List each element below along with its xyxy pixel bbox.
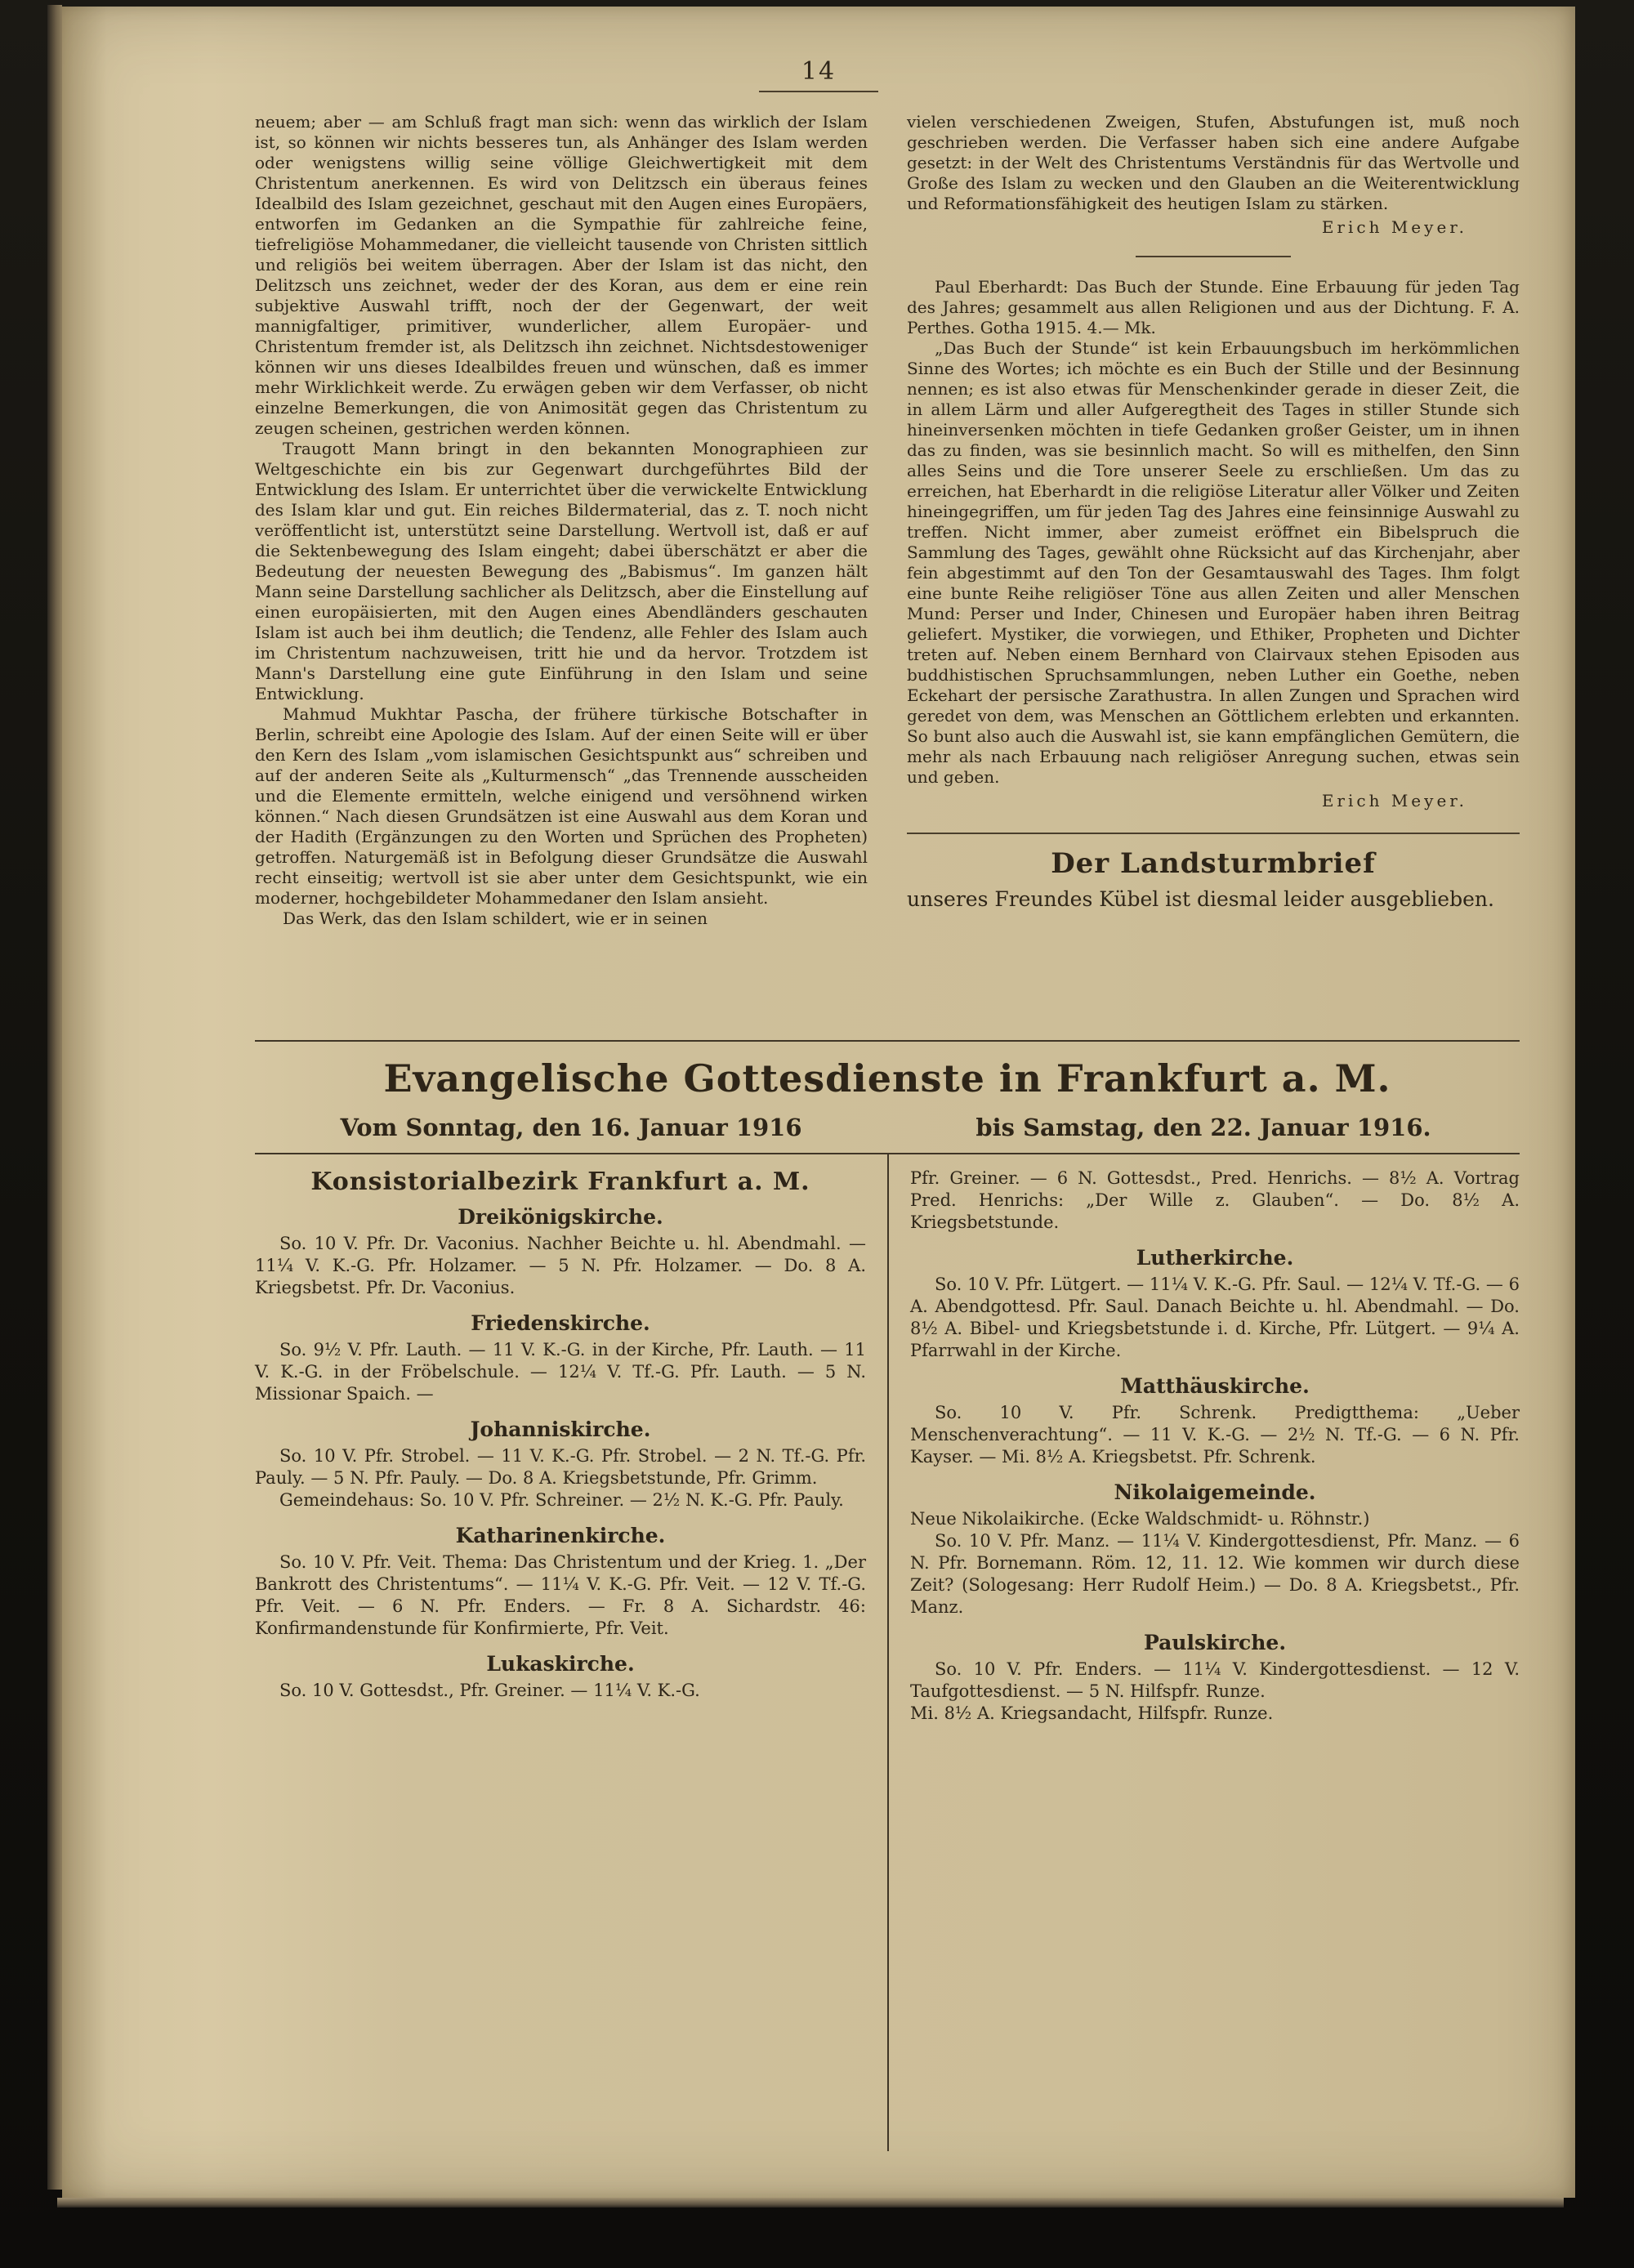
- reviewer-signature: Erich Meyer.: [1321, 791, 1467, 810]
- church-entry: [255, 1206, 866, 1299]
- church-entry: [910, 1632, 1520, 1725]
- service-times: Gemeindehaus: So. 10 V. Pfr. Schreiner. — 2½ N. K.-G. Pfr. Pauly.: [279, 1490, 844, 1510]
- service-times: So. 10 V. Pfr. Manz. — 11¼ V. Kindergottesdienst, Pfr. Manz. — 6 N. Pfr. Bornemann. Röm. 12, 11. 12. Wie kommen wir durch diese Zeit? (Sologesang: Herr Rudolf Heim.) — Do. 8 A. Kriegsbetst., Pfr. Manz.: [910, 1531, 1520, 1617]
- page-content: [255, 112, 1520, 2151]
- date-from: Vom Sonntag, den 16. Januar 1916: [340, 1114, 802, 1141]
- church-entry: [910, 1247, 1520, 1362]
- review-paragraph: Traugott Mann bringt in den bekannten Monographieen zur Weltgeschichte ein bis zur Gegenwart durchgeführtes Bild der Entwicklung des Islam. Er unterrichtet über die verwickelte Entwicklung des Islam klar und gut. Ein reiches Bildermaterial, das z. T. noch nicht veröffentlicht ist, unterstützt seine Darstellung. Wertvoll ist, daß er auf die Sektenbewegung des Islam eingeht; dabei überschätzt er aber die Bedeutung der neuesten Bewegung des „Babismus“. Im ganzen hält Mann seine Darstellung sachlicher als Delitzsch, aber die Einstellung auf einen europäisierten, mit den Augen eines Abendländers geschauten Islam ist auch bei ihm deutlich; die Tendenz, alle Fehler des Islam auch im Christentum nachzuweisen, tritt hie und da hervor. Trotzdem ist Mann's Darstellung eine gute Einführung in den Islam und seine Entwicklung.: [255, 439, 868, 703]
- divider: [907, 833, 1520, 834]
- church-entry: [255, 1312, 866, 1405]
- church-name: Katharinenkirche.: [455, 1524, 666, 1547]
- book-reference: Paul Eberhardt: Das Buch der Stunde. Eine Erbauung für jeden Tag des Jahres; gesammelt aus allen Religionen und aus der Dichtung. F. A. Perthes. Gotha 1915. 4.— Mk.: [907, 277, 1520, 337]
- service-times: So. 10 V. Gottesdst., Pfr. Greiner. — 11¼ V. K.-G.: [279, 1681, 700, 1700]
- service-times: So. 10 V. Pfr. Lütgert. — 11¼ V. K.-G. Pfr. Saul. — 12¼ V. Tf.-G. — 6 A. Abendgottesd. Pfr. Saul. Danach Beichte u. hl. Abendmahl. — Do. 8½ A. Bibel- und Kriegsbetstunde i. d. Kirche, Pfr. Lütgert. — 9¼ A. Pfarrwahl in der Kirche.: [910, 1275, 1520, 1360]
- church-name: Friedenskirche.: [471, 1311, 650, 1335]
- church-entry: [910, 1481, 1520, 1618]
- services-column-left: [255, 1154, 887, 2151]
- church-name: Nikolaigemeinde.: [1114, 1480, 1316, 1504]
- services-title: Evangelische Gottesdienste in Frankfurt a. M.: [383, 1056, 1391, 1101]
- service-times: So. 9½ V. Pfr. Lauth. — 11 V. K.-G. in der Kirche, Pfr. Lauth. — 11 V. K.-G. in der Fröbelschule. — 12¼ V. Tf.-G. Pfr. Lauth. — 5 N. Missionar Spaich. —: [255, 1340, 866, 1404]
- service-times: Mi. 8½ A. Kriegsandacht, Hilfspfr. Runze.: [910, 1703, 1274, 1723]
- review-paragraph: „Das Buch der Stunde“ ist kein Erbauungsbuch im herkömmlichen Sinne des Wortes; ich möchte es ein Buch der Stille und der Besinnung nennen; es ist also etwas für Menschenkinder gerade in dieser Zeit, die in allem Lärm und aller Aufgeregtheit des Tages in stiller Stunde sich hineinversenken möchten in tiefe Gedanken großer Geister, um in ihnen das zu finden, was sie besinnlich macht. So will es mithelfen, den Sinn alles Seins und die Tore unserer Seele zu erschließen. Um das zu erreichen, hat Eberhardt in die religiöse Literatur aller Völker und Zeiten hineingegriffen, um für jeden Tag des Jahres eine feinsinnige Auswahl zu treffen. Nicht immer, aber zumeist eröffnet ein Bibelspruch die Sammlung des Tages, gewählt ohne Rücksicht auf das Kirchenjahr, aber fein abgestimmt auf den Ton der Gesamtauswahl des Tages. Ihm folgt eine bunte Reihe religiöser Töne aus allen Zeiten und aller Menschen Mund: Perser und Inder, Chinesen und Europäer haben ihren Beitrag geliefert. Mystiker, die vorwiegen, und Ethiker, Propheten und Dichter treten auf. Neben einem Bernhard von Clairvaux stehen Episoden aus buddhistischen Spruchsammlungen, neben Luther ein Goethe, neben Eckehart der persische Zarathustra. In allen Zungen und Sprachen wird geredet von dem, was Menschen an Göttlichem erlebten und erkannten. So bunt also auch die Auswahl ist, sie kann empfänglichen Gemütern, die mehr als nach Erbauung nach religiöser Anregung suchen, etwas sein und geben.: [907, 338, 1520, 787]
- review-column-right: [907, 112, 1520, 1040]
- divider: [255, 1040, 1520, 1042]
- service-times: So. 10 V. Pfr. Strobel. — 11 V. K.-G. Pfr. Strobel. — 2 N. Tf.-G. Pfr. Pauly. — 5 N. Pfr. Pauly. — Do. 8 A. Kriegsbetstunde, Pfr. Grimm.: [255, 1446, 866, 1488]
- review-paragraph: Mahmud Mukhtar Pascha, der frühere türkische Botschafter in Berlin, schreibt eine Apologie des Islam. Auf der einen Seite will er über den Kern des Islam „vom islamischen Gesichtspunkt aus“ schreiben und auf der anderen Seite als „Kulturmensch“ „das Trennende ausscheiden und die Elemente ermitteln, welche einigend und versöhnend wirken können.“ Nach diesen Grundsätzen ist eine Auswahl aus dem Koran und der Hadith (Ergänzungen zu den Worten und Sprüchen des Propheten) getroffen. Naturgemäß ist in Befolgung dieser Grundsätze die Auswahl recht einseitig; wertvoll ist sie aber unter dem Gesichtspunkt, wie ein moderner, hochgebildeter Mohammedaner den Islam ansieht.: [255, 704, 868, 908]
- church-name: Lutherkirche.: [1136, 1246, 1294, 1270]
- service-times: So. 10 V. Pfr. Enders. — 11¼ V. Kindergottesdienst. — 12 V. Taufgottesdienst. — 5 N. Hilfspfr. Runze.: [910, 1659, 1520, 1701]
- services-section: [255, 1040, 1520, 2151]
- church-entry: [255, 1653, 866, 1702]
- divider: [1136, 256, 1291, 257]
- church-name: Johanniskirche.: [470, 1418, 651, 1441]
- review-column-left: [255, 112, 868, 1040]
- church-name: Paulskirche.: [1143, 1631, 1287, 1654]
- landsturm-body: unseres Freundes Kübel ist diesmal leider ausgeblieben.: [907, 887, 1494, 911]
- church-entry: [255, 1418, 866, 1511]
- page-header: [62, 7, 1575, 92]
- review-paragraph: Das Werk, das den Islam schildert, wie er in seinen: [283, 909, 708, 928]
- church-name: Lukaskirche.: [486, 1652, 635, 1676]
- review-paragraph: vielen verschiedenen Zweigen, Stufen, Abstufungen ist, muß noch geschrieben werden. Die Verfasser haben sich eine andere Aufgabe gesetzt: in der Welt des Christentums Verständnis für das Wertvolle und Große des Islam zu wecken und den Glauben an die Weiterentwicklung und Reformationsfähigkeit des heutigen Islam zu stärken.: [907, 112, 1520, 213]
- landsturm-notice: [907, 847, 1520, 913]
- services-columns: [255, 1154, 1520, 2151]
- page-number: 14: [759, 57, 878, 92]
- church-name: Matthäuskirche.: [1120, 1374, 1310, 1398]
- service-times: So. 10 V. Pfr. Veit. Thema: Das Christentum und der Krieg. 1. „Der Bankrott des Christentums“. — 11¼ V. K.-G. Pfr. Veit. — 12 V. Tf.-G. Pfr. Veit. — 6 N. Pfr. Enders. — Fr. 8 A. Sichardstr. 46: Konfirmandenstunde für Konfirmierte, Pfr. Veit.: [255, 1552, 866, 1638]
- services-column-right: [887, 1154, 1520, 2151]
- paper-page: [62, 7, 1575, 2198]
- church-entry: [910, 1375, 1520, 1468]
- review-paragraph: neuem; aber — am Schluß fragt man sich: wenn das wirklich der Islam ist, so können wir nichts besseres tun, als Anhänger des Islam werden oder wenigstens willig seine völlige Gleichwertigkeit mit dem Christentum anerkennen. Es wird von Delitzsch ein überaus feines Idealbild des Islam gezeichnet, geschaut mit den Augen eines Europäers, entworfen im Gedanken an die Sympathie für zahlreiche feine, tiefreligiöse Mohammedaner, die vielleicht tausende von Christen sittlich und religiös bei weitem überragen. Aber der Islam ist das nicht, den Delitzsch uns zeichnet, weder der des Koran, aus dem er eine rein subjektive Auswahl trifft, noch der der Gegenwart, der weit mannigfaltiger, primitiver, wunderlicher, allem Europäer- und Christentum fremder ist, als Delitzsch ihn zeichnet. Nichtsdestoweniger können wir uns dieses Idealbildes freuen und wünschen, daß es immer mehr Wirklichkeit werde. Zu erwägen geben wir dem Verfasser, ob nicht einzelne Bemerkungen, die von Animosität gegen das Christentum zu zeugen scheinen, gestrichen werden können.: [255, 112, 868, 438]
- church-name: Dreikönigskirche.: [458, 1205, 663, 1229]
- services-date-range: [255, 1114, 1520, 1141]
- landsturm-title: Der Landsturmbrief: [1051, 847, 1376, 880]
- church-address: Neue Nikolaikirche. (Ecke Waldschmidt- u. Röhnstr.): [910, 1509, 1370, 1529]
- service-times: Pfr. Greiner. — 6 N. Gottesdst., Pred. Henrichs. — 8½ A. Vortrag Pred. Henrichs: „Der Wille z. Glauben“. — Do. 8½ A. Kriegsbetstunde.: [910, 1168, 1520, 1232]
- service-times: So. 10 V. Pfr. Schrenk. Predigtthema: „Ueber Menschenverachtung“. — 11 V. K.-G. — 2½ N. Tf.-G. — 6 N. Pfr. Kayser. — Mi. 8½ A. Kriegsbetst. Pfr. Schrenk.: [910, 1403, 1520, 1467]
- reviewer-signature: Erich Meyer.: [1321, 217, 1467, 237]
- service-times: So. 10 V. Pfr. Dr. Vaconius. Nachher Beichte u. hl. Abendmahl. — 11¼ V. K.-G. Pfr. Holzamer. — 5 N. Pfr. Holzamer. — Do. 8 A. Kriegsbetst. Pfr. Dr. Vaconius.: [255, 1234, 866, 1297]
- book-review-section: [255, 112, 1520, 1040]
- church-entry: [255, 1525, 866, 1640]
- district-heading: Konsistorialbezirk Frankfurt a. M.: [310, 1167, 810, 1196]
- date-to: bis Samstag, den 22. Januar 1916.: [975, 1114, 1431, 1141]
